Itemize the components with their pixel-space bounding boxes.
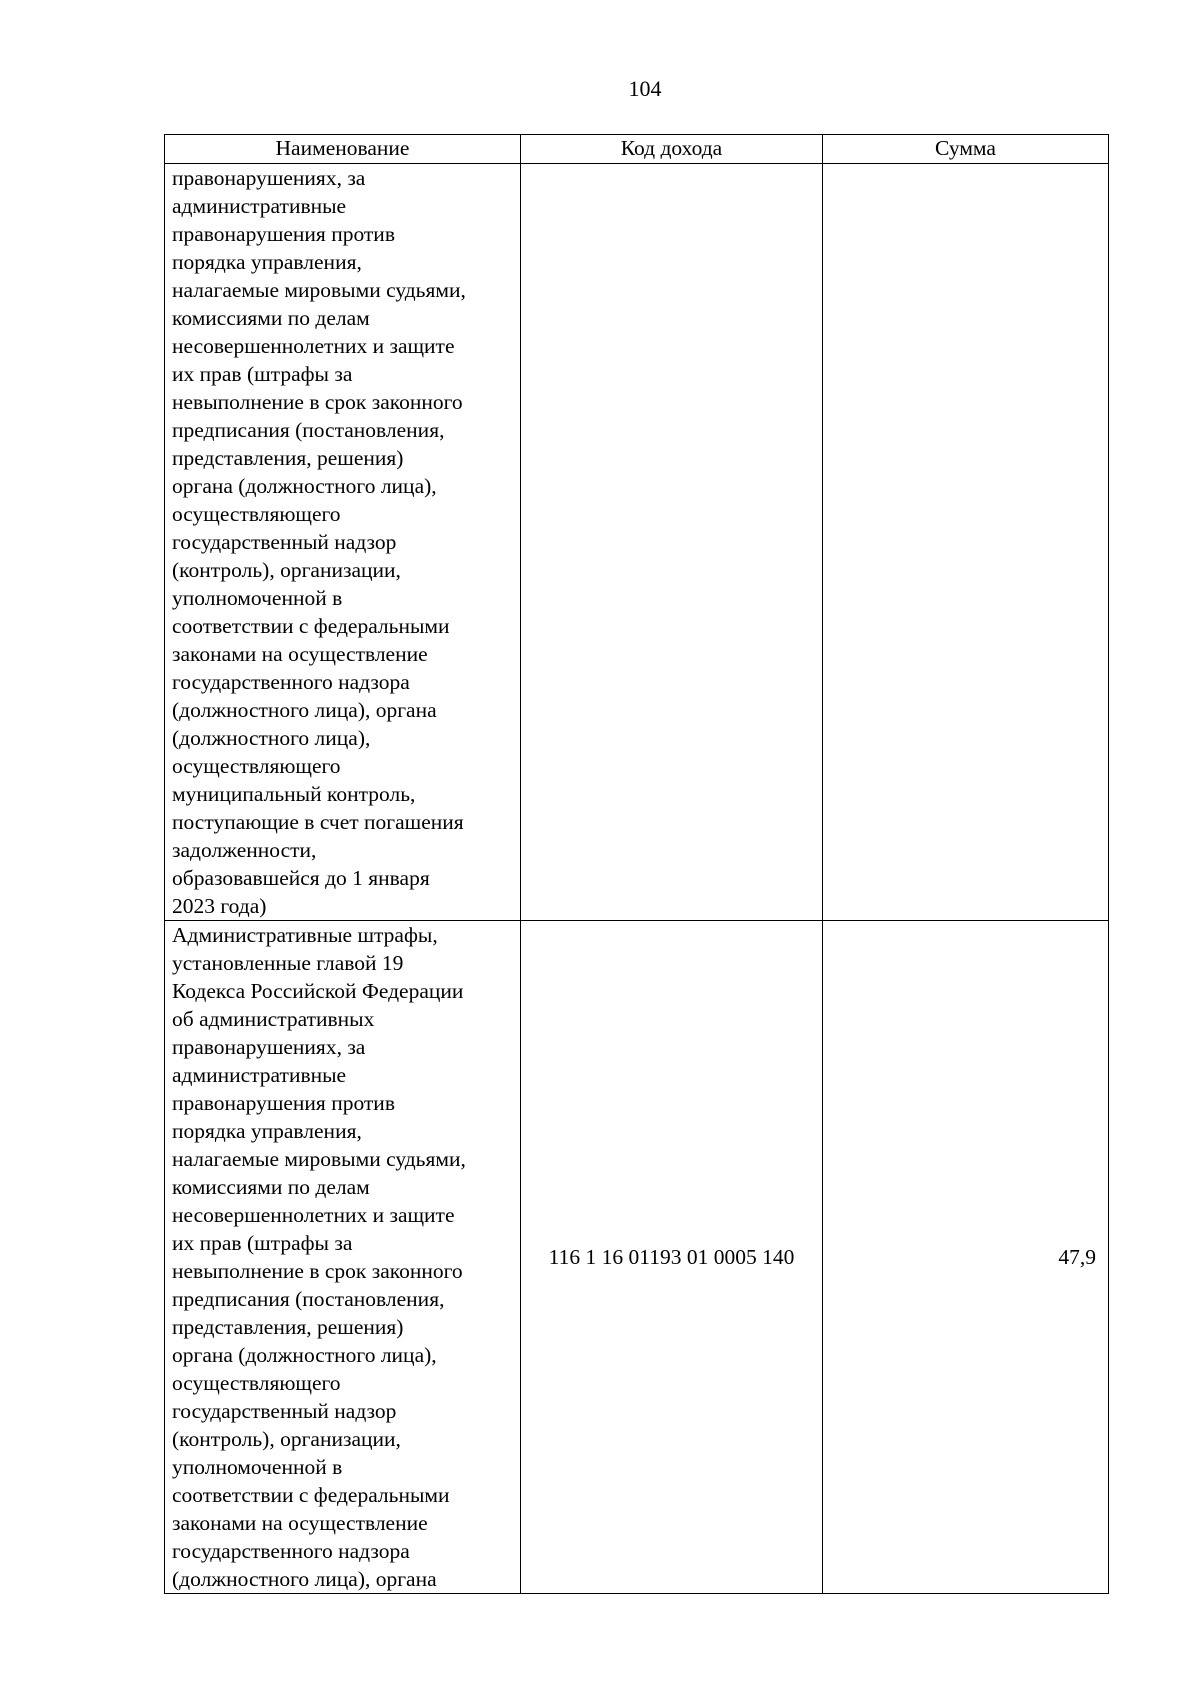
- row-name-cell: Административные штрафы, установленные главой 19 Кодекса Российской Федерации об административных правонарушениях, за административные правонарушения против порядка управления, налагаемые мировыми судьями, комиссиями по делам несовершеннолетних и защите их прав (штрафы за невыполнение в срок законного предписания (постановления, представления, решения) органа (должностного лица), осуществляющего государственный надзор (контроль), организации, уполномоченной в соответствии с федеральными законами на осуществление государственного надзора (должностного лица), органа: [165, 921, 521, 1594]
- row-sum-cell: 47,9: [823, 921, 1109, 1594]
- table-row: [165, 921, 1109, 1594]
- table-row: [165, 164, 1109, 921]
- row-code-cell: 116 1 16 01193 01 0005 140: [521, 921, 823, 1594]
- header-name: Наименование: [165, 135, 521, 164]
- header-sum: Сумма: [823, 135, 1109, 164]
- row-name-cell: правонарушениях, за административные правонарушения против порядка управления, налагаемые мировыми судьями, комиссиями по делам несовершеннолетних и защите их прав (штрафы за невыполнение в срок законного предписания (постановления, представления, решения) органа (должностного лица), осуществляющего государственный надзор (контроль), организации, уполномоченной в соответствии с федеральными законами на осуществление государственного надзора (должностного лица), органа (должностного лица), осуществляющего муниципальный контроль, поступающие в счет погашения задолженности, образовавшейся до 1 января 2023 года): [165, 164, 521, 921]
- revenue-table: [164, 134, 1109, 1594]
- row-sum-cell: [823, 164, 1109, 921]
- table-header-row: [165, 135, 1109, 164]
- row-code-cell: [521, 164, 823, 921]
- page-number: 104: [628, 76, 662, 101]
- header-code: Код дохода: [521, 135, 823, 164]
